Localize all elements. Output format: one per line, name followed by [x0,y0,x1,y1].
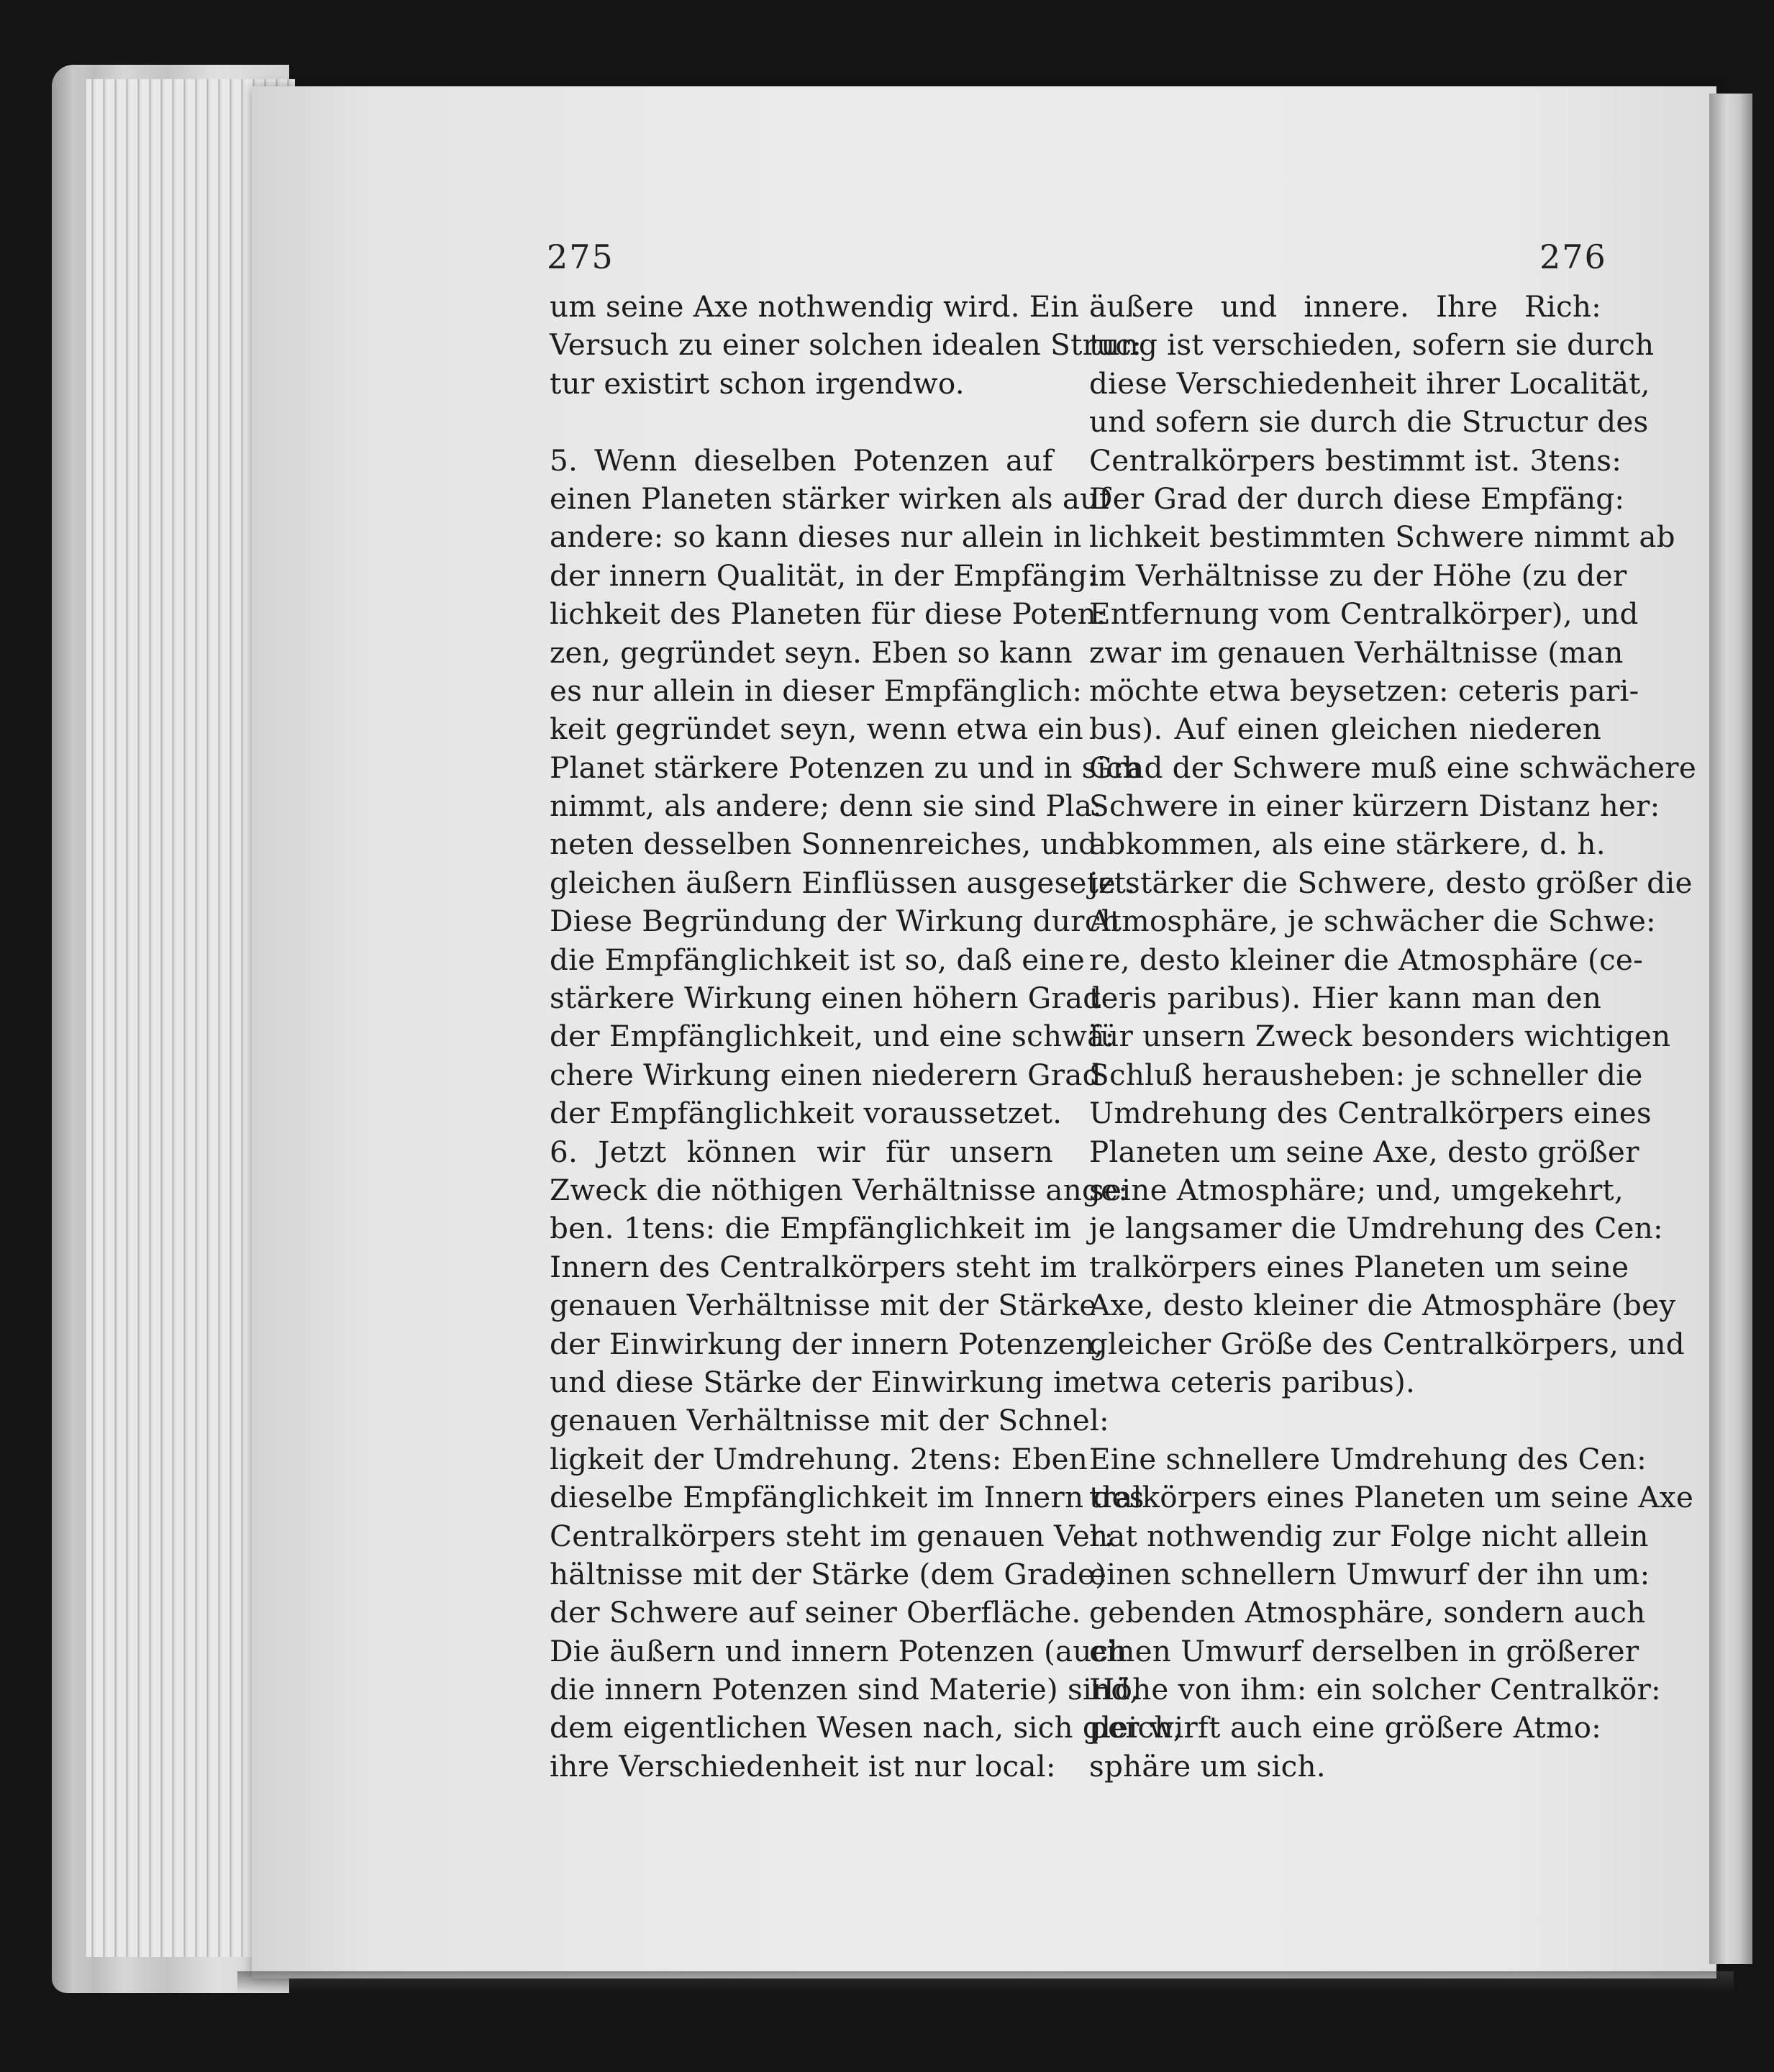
text-line: und sofern sie durch die Structur des [1089,404,1649,440]
paragraph-gap [550,403,1053,441]
text-line: chere Wirkung einen niederern Grad [550,1057,1101,1092]
text-line: Atmosphäre, je schwächer die Schwe: [1089,904,1656,939]
text-line: abkommen, als eine stärkere, d. h. [1089,827,1606,862]
page-right-edge [1709,94,1752,1964]
text-line: 5. Wenn dieselben Potenzen auf [550,442,1053,478]
text-line: der Empfänglichkeit voraussetzet. [550,1096,1063,1131]
text-line: einen Umwurf derselben in größerer [1089,1633,1639,1668]
text-line: re, desto kleiner die Atmosphäre (ce- [1089,942,1643,977]
text-line: genauen Verhältnisse mit der Stärke [550,1288,1097,1323]
text-line: für unsern Zweck besonders wichtigen [1089,1019,1671,1054]
text-line: neten desselben Sonnenreiches, und [550,827,1098,862]
text-line: Der Grad der durch diese Empfäng: [1089,481,1625,516]
text-line: bus). Auf einen gleichen niederen [1089,712,1601,747]
text-line: möchte etwa beysetzen: ceteris pari- [1089,673,1639,708]
text-line: Entfernung vom Centralkörper), und [1089,596,1639,632]
text-line: hältnisse mit der Stärke (dem Grade) [550,1556,1107,1591]
text-line: teris paribus). Hier kann man den [1089,981,1601,1016]
text-column-right [1089,288,1697,1786]
text-line: es nur allein in dieser Empfänglich: [550,673,1083,708]
text-line: gleichen äußern Einflüssen ausgesetzt. [550,865,1136,900]
text-line: gebenden Atmosphäre, sondern auch [1089,1595,1646,1630]
text-line: gleicher Größe des Centralkörpers, und [1089,1326,1685,1361]
text-line: Eine schnellere Umdrehung des Cen: [1089,1441,1647,1476]
text-line: Centralkörpers steht im genauen Ver: [550,1518,1114,1553]
text-line: im Verhältnisse zu der Höhe (zu der [1089,558,1627,593]
text-line: diese Verschiedenheit ihrer Localität, [1089,365,1650,401]
text-line: der innern Qualität, in der Empfäng: [550,558,1098,593]
text-line: tralkörpers eines Planeten um seine [1089,1249,1629,1284]
text-line: einen schnellern Umwurf der ihn um: [1089,1556,1650,1591]
text-line: stärkere Wirkung einen höhern Grad [550,981,1102,1016]
text-line: tur existirt schon irgendwo. [550,365,965,401]
text-line: hat nothwendig zur Folge nicht allein [1089,1518,1649,1553]
text-column-left [550,288,1183,1786]
text-line: je stärker die Schwere, desto größer die [1089,865,1693,900]
text-line: Schwere in einer kürzern Distanz her: [1089,789,1660,824]
text-line: um seine Axe nothwendig wird. Ein [550,289,1079,324]
text-line: dem eigentlichen Wesen nach, sich gleich, [550,1710,1183,1745]
text-line: etwa ceteris paribus). [1089,1364,1416,1399]
text-line: der Einwirkung der innern Potenzen, [550,1326,1104,1361]
text-line: andere: so kann dieses nur allein in [550,519,1082,555]
text-line: Centralkörpers bestimmt ist. 3tens: [1089,442,1622,478]
text-line: lichkeit des Planeten für diese Poten: [550,596,1106,632]
text-line: Planeten um seine Axe, desto größer [1089,1134,1639,1169]
text-line: tung ist verschieden, sofern sie durch [1089,327,1655,363]
text-line: Grad der Schwere muß eine schwächere [1089,750,1697,785]
text-line: ihre Verschiedenheit ist nur local: [550,1748,1056,1784]
text-line: der Empfänglichkeit, und eine schwä: [550,1019,1115,1054]
text-line: einen Planeten stärker wirken als auf [550,481,1110,516]
text-line: der Schwere auf seiner Oberfläche. [550,1595,1081,1630]
text-line: je langsamer die Umdrehung des Cen: [1089,1211,1663,1246]
text-line: und diese Stärke der Einwirkung im [550,1364,1091,1399]
text-line: Höhe von ihm: ein solcher Centralkör: [1089,1672,1661,1707]
text-line: Umdrehung des Centralkörpers eines [1089,1096,1652,1131]
page-number-right: 276 [1539,237,1607,276]
text-line: sphäre um sich. [1089,1748,1326,1784]
text-line: 6. Jetzt können wir für unsern [550,1134,1053,1169]
text-line: per wirft auch eine größere Atmo: [1089,1710,1601,1745]
text-line: lichkeit bestimmten Schwere nimmt ab [1089,519,1675,555]
paragraph-gap [1089,1401,1601,1440]
text-line: äußere und innere. Ihre Rich: [1089,289,1601,324]
text-line: seine Atmosphäre; und, umgekehrt, [1089,1172,1624,1207]
text-line: Planet stärkere Potenzen zu und in sich [550,750,1142,785]
text-line: Innern des Centralkörpers steht im [550,1249,1078,1284]
text-line: Diese Begründung der Wirkung durch [550,904,1120,939]
text-line: ligkeit der Umdrehung. 2tens: Eben [550,1441,1088,1476]
text-line: Zweck die nöthigen Verhältnisse ange: [550,1172,1129,1207]
text-line: zwar im genauen Verhältnisse (man [1089,635,1624,670]
text-line: zen, gegründet seyn. Eben so kann [550,635,1073,670]
text-line: Versuch zu einer solchen idealen Struc: [550,327,1142,363]
text-line: Axe, desto kleiner die Atmosphäre (bey [1089,1288,1676,1323]
bottom-shadow [237,1971,1734,1993]
text-line: keit gegründet seyn, wenn etwa ein [550,712,1083,747]
text-line: Schluß herausheben: je schneller die [1089,1057,1643,1092]
text-line: die innern Potenzen sind Materie) sind, [550,1672,1140,1707]
text-line: Die äußern und innern Potenzen (auch [550,1633,1127,1668]
text-line: ben. 1tens: die Empfänglichkeit im [550,1211,1072,1246]
text-line: tralkörpers eines Planeten um seine Axe [1089,1480,1694,1515]
text-line: genauen Verhältnisse mit der Schnel: [550,1403,1109,1438]
text-line: dieselbe Empfänglichkeit im Innern des [550,1480,1145,1515]
text-line: die Empfänglichkeit ist so, daß eine [550,942,1086,977]
text-line: nimmt, als andere; denn sie sind Pla: [550,789,1103,824]
page-number-left: 275 [547,237,614,276]
